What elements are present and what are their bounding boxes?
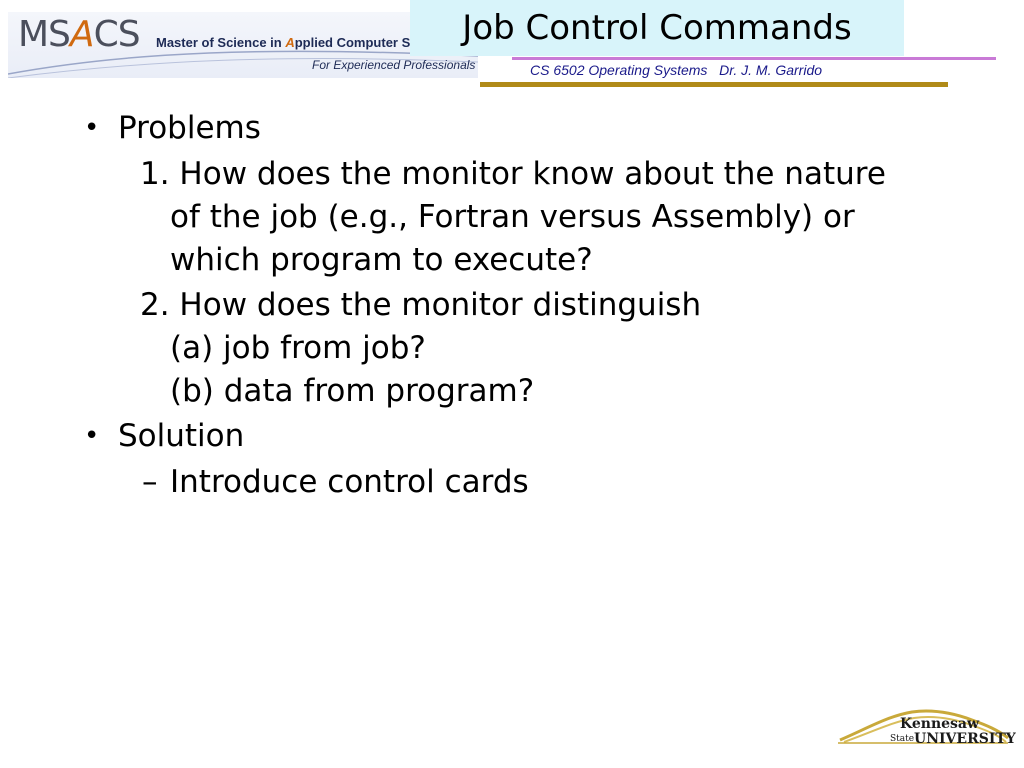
problems-heading: Problems [118,110,261,146]
slide-title: Job Control Commands [462,8,852,48]
problem-1-line-2: of the job (e.g., Fortran versus Assembly) or [170,199,855,235]
solution-dash: – [142,464,158,500]
ksu-logo-state: State [890,734,915,744]
course-info: CS 6502 Operating Systems Dr. J. M. Garrido [530,62,823,78]
problem-1-line-3: which program to execute? [170,242,593,278]
problem-2-sub-b: (b) data from program? [170,373,535,409]
bullet-problems: • [84,113,100,143]
logo-tagline-prefix: Master of Science in [156,35,286,50]
ksu-logo-kennesaw: Kennesaw [900,716,980,732]
problem-2-sub-a: (a) job from job? [170,330,426,366]
logo-a: A [69,14,94,55]
problem-2-line-1: 2. How does the monitor distinguish [140,287,702,323]
logo-subtitle: For Experienced Professionals [312,58,476,72]
solution-heading: Solution [118,418,245,454]
logo-cs: CS [93,14,140,55]
ksu-logo-university: UNIVERSITY [914,731,1016,747]
problem-1-line-1: 1. How does the monitor know about the nature [140,156,886,192]
logo-ms: MS [18,14,70,55]
bullet-solution: • [84,421,100,451]
solution-item: Introduce control cards [170,464,529,500]
logo-tagline-a: A [285,35,295,50]
logo-tagline-rest: pplied Computer S [294,35,411,50]
ksu-logo [838,700,1016,756]
